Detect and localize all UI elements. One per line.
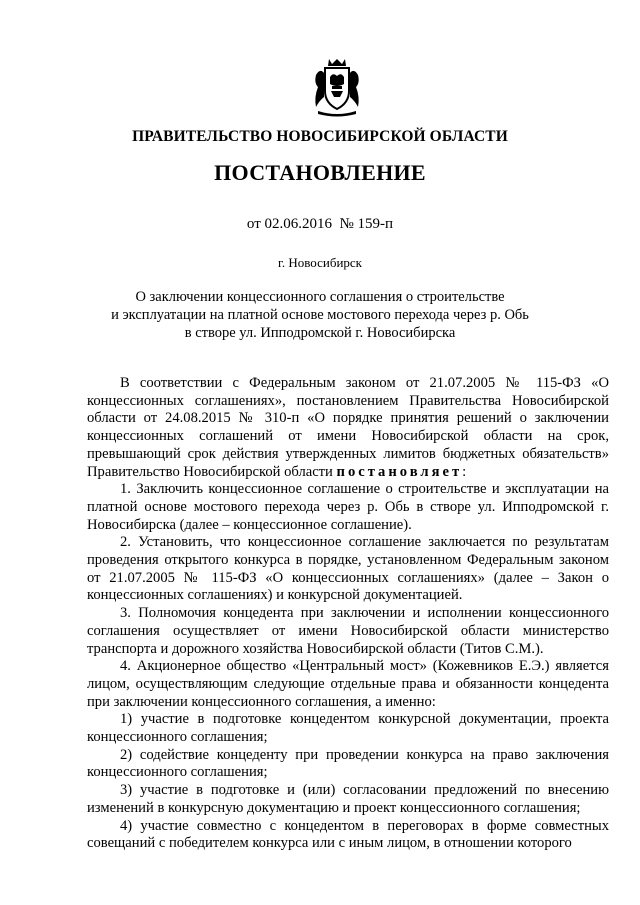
preamble-text: В соответствии с Федеральным законом от 21.07.2005 № 115-ФЗ «О концессионных соглашениях», постановлением Правительства Новосибирской области от 24.08.2015 № 310-п «О порядке принятия решений о заключении концессионных соглашений от имени Новосибирской области на срок, превышающий срок действия утвержденных лимитов бюджетных обязательств» Правительство Новосибирской области xyxy=(87,375,609,480)
resolves-colon: : xyxy=(462,463,467,480)
coat-of-arms-icon xyxy=(313,57,361,117)
subject-line: и эксплуатации на платной основе мостового перехода через р. Обь xyxy=(111,307,529,323)
preamble-paragraph xyxy=(87,375,609,481)
document-date-number: от 02.06.2016 № 159-п xyxy=(246,216,394,232)
document-city: г. Новосибирск xyxy=(277,255,362,270)
subject-line: в створе ул. Ипподромской г. Новосибирска xyxy=(184,325,456,341)
document-subject xyxy=(90,288,550,342)
body-paragraph: 1. Заключить концессионное соглашение о строительстве и эксплуатации на платной основе мостового перехода через р. Обь в створе ул. Ипподромской г. Новосибирска (далее – концессионное соглашение). xyxy=(87,481,609,533)
document-body xyxy=(87,375,609,853)
government-title: ПРАВИТЕЛЬСТВО НОВОСИБИРСКОЙ ОБЛАСТИ xyxy=(132,128,508,145)
resolves-word: постановляет xyxy=(336,463,463,480)
body-paragraph: 2) содействие концеденту при проведении конкурса на право заключения концессионного соглашения; xyxy=(87,746,609,781)
body-paragraph: 3) участие в подготовке и (или) согласовании предложений по внесению изменений в конкурсную документацию и проект концессионного соглашения; xyxy=(87,782,609,816)
document-type: ПОСТАНОВЛЕНИЕ xyxy=(214,160,426,185)
body-paragraph: 2. Установить, что концессионное соглашение заключается по результатам проведения открытого конкурса в порядке, установленном Федеральным законом от 21.07.2005 № 115-ФЗ «О концессионных соглашениях» (далее – Закон о концессионных соглашениях) и конкурсной документацией. xyxy=(87,534,609,604)
subject-line: О заключении концессионного соглашения о строительстве xyxy=(135,289,505,305)
body-paragraph: 1) участие в подготовке концедентом конкурсной документации, проекта концессионного соглашения; xyxy=(87,711,609,746)
body-paragraph: 4. Акционерное общество «Центральный мост» (Кожевников Е.Э.) является лицом, осуществляющим следующие отдельные права и обязанности концедента при заключении концессионного соглашения, а именно: xyxy=(87,658,609,710)
body-paragraph: 4) участие совместно с концедентом в переговорах в форме совместных совещаний с победителем конкурса или с иным лицом, в отношении которого xyxy=(87,817,609,852)
body-paragraph: 3. Полномочия концедента при заключении и исполнении концессионного соглашения осуществляет от имени Новосибирской области министерство транспорта и дорожного хозяйства Новосибирской области (Титов С.М.). xyxy=(87,605,609,657)
